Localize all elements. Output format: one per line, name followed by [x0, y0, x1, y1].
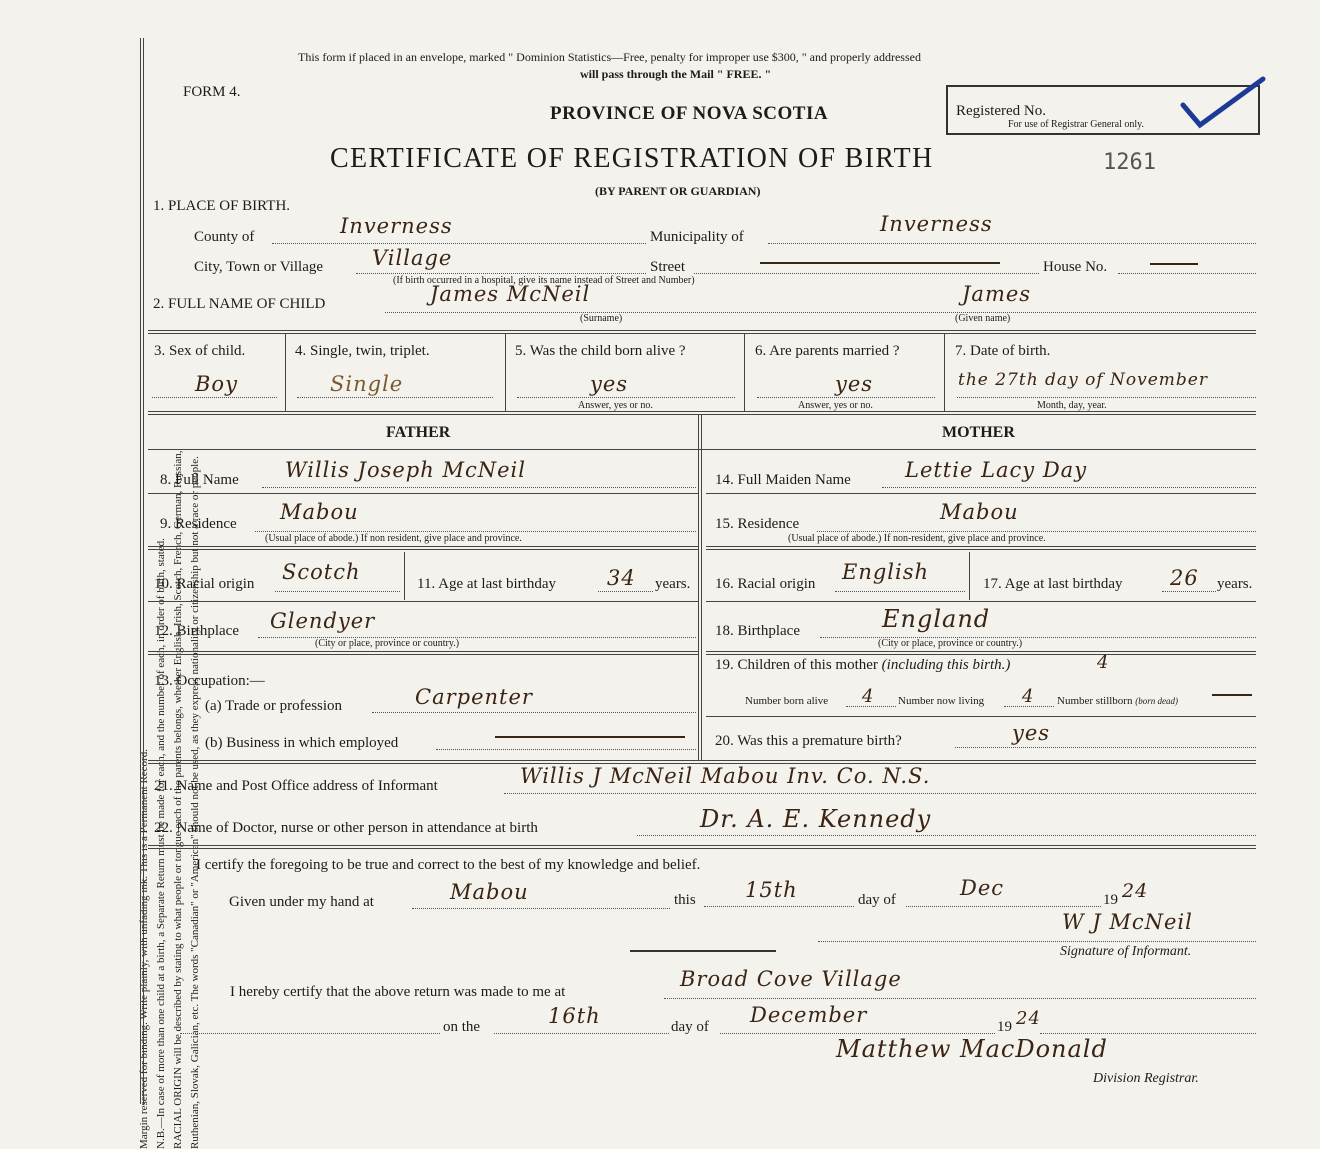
child-name-label: 2. FULL NAME OF CHILD [153, 296, 326, 312]
father-birthplace: Glendyer [270, 609, 376, 633]
this-label: this [674, 892, 696, 908]
sex-label: 3. Sex of child. [154, 343, 246, 359]
registered-label: Registered No. [956, 103, 1046, 119]
trade-label: (a) Trade or profession [205, 698, 343, 714]
born-alive-caption: Answer, yes or no. [578, 400, 653, 411]
registrar-place: Broad Cove Village [680, 967, 902, 991]
now-living-label: Number now living [898, 695, 985, 707]
parents-married-caption: Answer, yes or no. [798, 400, 873, 411]
father-age: 34 [607, 566, 636, 590]
given-at-place: Mabou [450, 880, 529, 904]
registrar-year-prefix: 19 [997, 1019, 1012, 1035]
children-count: 4 [1097, 652, 1110, 673]
children-label-text: 19. Children of this mother [715, 657, 878, 673]
informant-label: 21. Name and Post Office address of Informant [154, 778, 438, 794]
registrar-month: December [750, 1003, 868, 1027]
surname-caption: (Surname) [580, 313, 623, 324]
mother-heading: MOTHER [942, 424, 1015, 441]
mother-race: English [842, 560, 930, 584]
parents-married-value: yes [835, 372, 874, 396]
mother-name: Lettie Lacy Day [905, 458, 1088, 482]
margin-rule [140, 38, 144, 1104]
plurality-label: 4. Single, twin, triplet. [295, 343, 430, 359]
mother-birthplace-label: 18. Birthplace [715, 623, 800, 639]
father-race-label: 10. Racial origin [154, 576, 255, 592]
county-label: County of [194, 229, 255, 245]
born-alive-count: 4 [862, 686, 875, 707]
plurality-value: Single [330, 372, 404, 396]
form-number: FORM 4. [183, 84, 241, 100]
margin-note-4: Ruthenian, Slovak, Galician, etc. The words "Canadian" or "American" should not be used, as they express nationality or citizenship but not a race or people. [189, 456, 201, 1149]
stillborn-label [1057, 695, 1178, 707]
registered-number-box [946, 85, 1260, 135]
postal-notice-1: This form if placed in an envelope, marked " Dominion Statistics—Free, penalty for improper use $300, " and properly addressed [298, 50, 921, 64]
premature-value: yes [1012, 721, 1051, 745]
mother-years-label: years. [1217, 576, 1253, 592]
registrar-day-of-label: day of [671, 1019, 709, 1035]
father-years-label: years. [655, 576, 691, 592]
father-residence-label: 9. Residence [160, 516, 237, 532]
informant-signature: W J McNeil [1062, 910, 1193, 934]
doctor-value: Dr. A. E. Kennedy [700, 805, 932, 833]
registrar-use-note: For use of Registrar General only. [1008, 119, 1144, 130]
mother-age: 26 [1170, 566, 1199, 590]
date-of-birth-caption: Month, day, year. [1037, 400, 1107, 411]
children-label [715, 657, 1010, 674]
registrar-statement: I hereby certify that the above return was made to me at [230, 984, 566, 1000]
father-birthplace-caption: (City or place, province or country.) [315, 638, 460, 649]
mother-residence-caption: (Usual place of abode.) If non-resident, give place and province. [788, 533, 1046, 544]
father-residence: Mabou [280, 500, 359, 524]
given-year: 24 [1122, 880, 1149, 902]
province-heading: PROVINCE OF NOVA SCOTIA [550, 103, 829, 124]
occupation-label: 13. Occupation:— [154, 673, 265, 689]
child-given-name: James [962, 282, 1032, 306]
mother-residence: Mabou [940, 500, 1019, 524]
place-of-birth-heading: 1. PLACE OF BIRTH. [153, 198, 291, 214]
given-at-label: Given under my hand at [229, 894, 374, 910]
page-title: CERTIFICATE OF REGISTRATION OF BIRTH [330, 143, 934, 174]
trade-value: Carpenter [415, 685, 533, 709]
margin-note-3: RACIAL ORIGIN will be described by stating to what people or tongue each of the parents belongs, whether English, Irish, Scotch, French, German, Russian, [172, 450, 184, 1149]
house-number-label: House No. [1043, 259, 1108, 275]
stillborn-note: (born dead) [1135, 696, 1178, 706]
father-heading: FATHER [386, 424, 451, 441]
certification-statement: I certify the foregoing to be true and correct to the best of my knowledge and belief. [196, 857, 701, 873]
registrar-signature: Matthew MacDonald [836, 1035, 1108, 1063]
mother-age-label: 17. Age at last birthday [983, 576, 1123, 592]
registrar-day: 16th [548, 1004, 601, 1028]
born-alive-count-label: Number born alive [745, 695, 829, 707]
sex-value: Boy [195, 372, 238, 396]
certificate-number: 1261 [1103, 150, 1156, 175]
premature-label: 20. Was this a premature birth? [715, 733, 902, 749]
page-subtitle: (BY PARENT OR GUARDIAN) [595, 184, 761, 198]
day-of-label: day of [858, 892, 896, 908]
checkmark-icon [1178, 75, 1268, 130]
father-name: Willis Joseph McNeil [285, 458, 526, 482]
margin-note-2: N.B.—In case of more than one child at a birth, a Separate Return must be made for each, and the number of each, in order of birth, stated. [155, 538, 167, 1149]
registrar-year: 24 [1016, 1008, 1041, 1029]
postal-notice-2: will pass through the Mail " FREE. " [580, 67, 772, 81]
parents-married-label: 6. Are parents married ? [755, 343, 900, 359]
informant-signature-caption: Signature of Informant. [1060, 944, 1192, 959]
city-label: City, Town or Village [194, 259, 324, 275]
father-name-label: 8. Full Name [160, 472, 239, 488]
mother-name-label: 14. Full Maiden Name [715, 472, 851, 488]
father-age-label: 11. Age at last birthday [417, 576, 556, 592]
child-surname: James McNeil [430, 282, 591, 306]
born-alive-value: yes [590, 372, 629, 396]
mother-birthplace: England [882, 605, 991, 633]
given-day: 15th [745, 878, 798, 902]
given-month: Dec [960, 876, 1005, 900]
hospital-note: (If birth occurred in a hospital, give its name instead of Street and Number) [393, 275, 695, 286]
city-value: Village [372, 246, 453, 270]
father-residence-caption: (Usual place of abode.) If non resident, give place and province. [265, 533, 522, 544]
margin-note-1: Margin reserved for binding. Write plainly, with unfading ink. This is a Permanent Record. [138, 749, 150, 1149]
business-label: (b) Business in which employed [205, 735, 399, 751]
registrar-on-label: on the [443, 1019, 481, 1035]
county-value: Inverness [340, 214, 453, 238]
informant-value: Willis J McNeil Mabou Inv. Co. N.S. [520, 764, 931, 788]
doctor-label: 22. Name of Doctor, nurse or other person in attendance at birth [154, 820, 538, 836]
municipality-value: Inverness [880, 212, 993, 236]
street-label: Street [650, 259, 685, 275]
division-registrar-caption: Division Registrar. [1093, 1071, 1199, 1086]
date-of-birth-label: 7. Date of birth. [955, 343, 1051, 359]
stillborn-label-text: Number stillborn [1057, 695, 1133, 707]
given-name-caption: (Given name) [955, 313, 1011, 324]
mother-race-label: 16. Racial origin [715, 576, 816, 592]
mother-residence-label: 15. Residence [715, 516, 800, 532]
born-alive-label: 5. Was the child born alive ? [515, 343, 686, 359]
mother-birthplace-caption: (City or place, province or country.) [878, 638, 1023, 649]
now-living-count: 4 [1022, 686, 1035, 707]
municipality-label: Municipality of [650, 229, 744, 245]
father-race: Scotch [282, 560, 361, 584]
given-year-prefix: 19 [1103, 892, 1118, 908]
children-note: (including this birth.) [881, 657, 1011, 673]
father-birthplace-label: 12. Birthplace [154, 623, 239, 639]
date-of-birth-value: the 27th day of November [958, 370, 1208, 390]
